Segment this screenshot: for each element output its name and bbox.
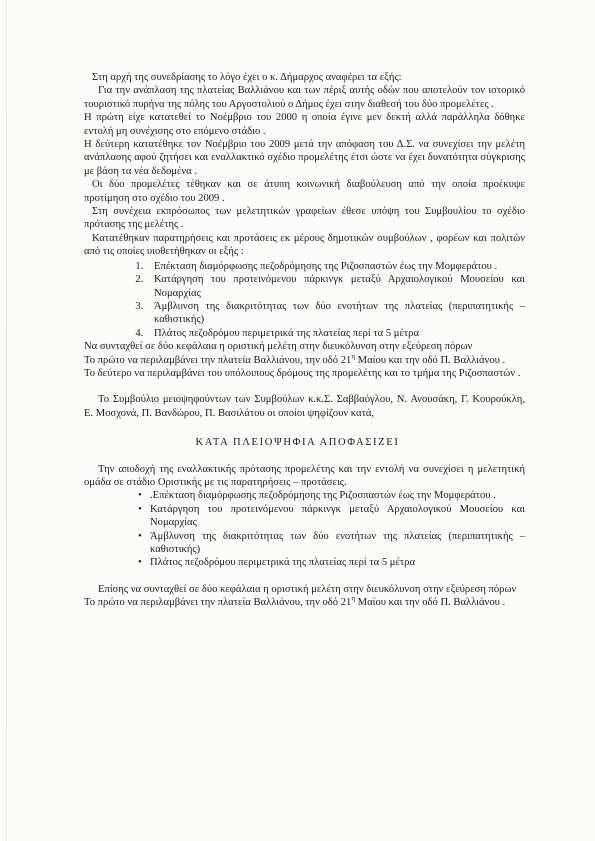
paragraph-second-chapter: Το δεύτερο να περιλαμβάνει του υπόλοιπους δρόμους της προμελέτης και το τμήμα της Ριζοσπαστών .: [84, 367, 521, 379]
decision-bullet-list: [84, 489, 525, 569]
paragraph-decision: Την αποδοχή της εναλλακτικής πρότασης προμελέτης και την εντολή να συνεχίσει η μελετητική ομάδα σε στάδιο Οριστικής με τις παρατηρήσεις – προτάσεις.: [84, 463, 525, 488]
paragraph-minority-vote: Το Συμβούλιο μειοψηφούντων των Συμβούλων κ.κ.Σ. Σαββαόγλου, Ν. Ανουσάκη, Γ. Κουρούκλη, Ε. Μοσχονά, Π. Βανδώρου, Π. Βασιλάτου οι οποίοι ψηφίζουν κατά,: [84, 394, 525, 419]
superscript: η: [351, 594, 356, 603]
list-item: 3. Άμβλυνση της διακριτότητας των δύο ενοτήτων της πλατείας (περιπατητικής – καθιστικής): [146, 300, 525, 327]
superscript: η: [351, 352, 356, 360]
paragraph-first-study: Η πρώτη είχε κατατεθεί το Νοέμβριο του 2000 η οποία έγινε μεν δεκτή αλλά παράλληλα δόθηκε εντολή μη συνέχισης στο επόμενο στάδιο .: [84, 112, 525, 137]
list-item: 2. Κατάργηση του προτεινόμενου πάρκινγκ μεταξύ Αρχαιολογικού Μουσείου και Νομαρχίας: [146, 273, 525, 300]
paragraph-also-two-chapters: Επίσης να συνταχθεί σε δύο κεφάλαια η οριστική μελέτη στην διευκόλυνση στην εξεύρεση πόρων: [98, 583, 517, 595]
list-item: • Κατάργηση του προτεινόμενου πάρκινγκ μεταξύ Αρχαιολογικού Μουσείου και Νομαρχίας: [150, 503, 525, 530]
paragraph-consultation: Οι δύο προμελέτες τέθηκαν και σε άτυπη κοινωνική διαβούλευση από την οποία προέκυψε προτίμηση στο σχέδιο του 2009 .: [84, 179, 525, 204]
list-item: • .Επέκταση διαμόρφωσης πεζοδρόμησης της Ριζοσπαστών έως την Μομφεράτου .: [150, 489, 525, 502]
paragraph-first-chapter: [84, 354, 525, 367]
paragraph-final-first-chapter: [84, 596, 525, 609]
list-item: 4. Πλάτος πεζοδρόμου περιμετρικά της πλατείας περί τα 5 μέτρα: [146, 327, 525, 340]
paragraph-remarks: Κατατέθηκαν παρατηρήσεις και προτάσεις εκ μέρους δημοτικών συμβούλων , φορέων και πολιτών από τις οποίες υιοθετήθηκαν οι εξής :: [84, 232, 525, 258]
text-span: Το πρώτο να περιλαμβάνει την πλατεία Βαλλιάνου, την οδό 21: [84, 354, 352, 366]
list-item: • Πλάτος πεζοδρόμου περιμετρικά της πλατείας περί τα 5 μέτρα: [150, 556, 525, 569]
paragraph-two-chapters: Να συνταχθεί σε δύο κεφάλαια η οριστική μελέτη στην διευκόλυνση στην εξεύρεση πόρων: [84, 341, 473, 353]
text-span: Μαίου και την οδό Π. Βαλλιάνου .: [355, 597, 506, 609]
paragraph-second-study: Η δεύτερη κατατέθηκε τον Νοέμβριο του 2009 μετά την απόφαση του Δ.Σ. να συνεχίσει την μελέτη ανάπλασης αφού ζητήσει και εναλλακτικό σχέδιο προμελέτης έτσι ώστε να έχει δυνατότητα σύγκρισης με βάση τα νέα δεδομένα .: [84, 139, 525, 177]
text-span: Μαίου και την οδό Π. Βαλλιάνου .: [355, 354, 506, 366]
paragraph-background: Για την ανάπλαση της πλατείας Βαλλιάνου και των πέριξ αυτής οδών που αποτελούν τον ιστορικό τουριστικό πυρήνα της πόλης του Αργοστολιού ο Δήμος έχει στην διαθεσή του δύο προμελέτες .: [84, 85, 525, 110]
paragraph-intro: Στη αρχή της συνεδρίασης το λόγο έχει ο κ. Δήμαρχος αναφέρει τα εξής:: [92, 72, 402, 83]
list-item: 1. Επέκταση διαμόρφωσης πεζοδρόμησης της Ριζοσπαστών έως την Μομφεράτου .: [146, 260, 525, 273]
list-item: • Άμβλυνση της διακριτότητας των δύο ενοτήτων της πλατείας (περιπατητικής – καθιστικής): [150, 530, 525, 557]
adopted-remarks-list: [84, 260, 525, 340]
decision-heading: ΚΑΤΑ ΠΛΕΙΟΨΗΦΙΑ ΑΠΟΦΑΣΙΖΕΙ: [195, 437, 400, 449]
text-span: Το πρώτο να περιλαμβάνει την πλατεία Βαλλιάνου, την οδό 21: [84, 597, 352, 609]
paragraph-presentation: Στη συνέχεια εκπρόσωπος των μελετητικών γραφείων έθεσε υπόψη του Συμβουλίου το σχέδιο πρότασης της μελέτης .: [84, 206, 525, 231]
